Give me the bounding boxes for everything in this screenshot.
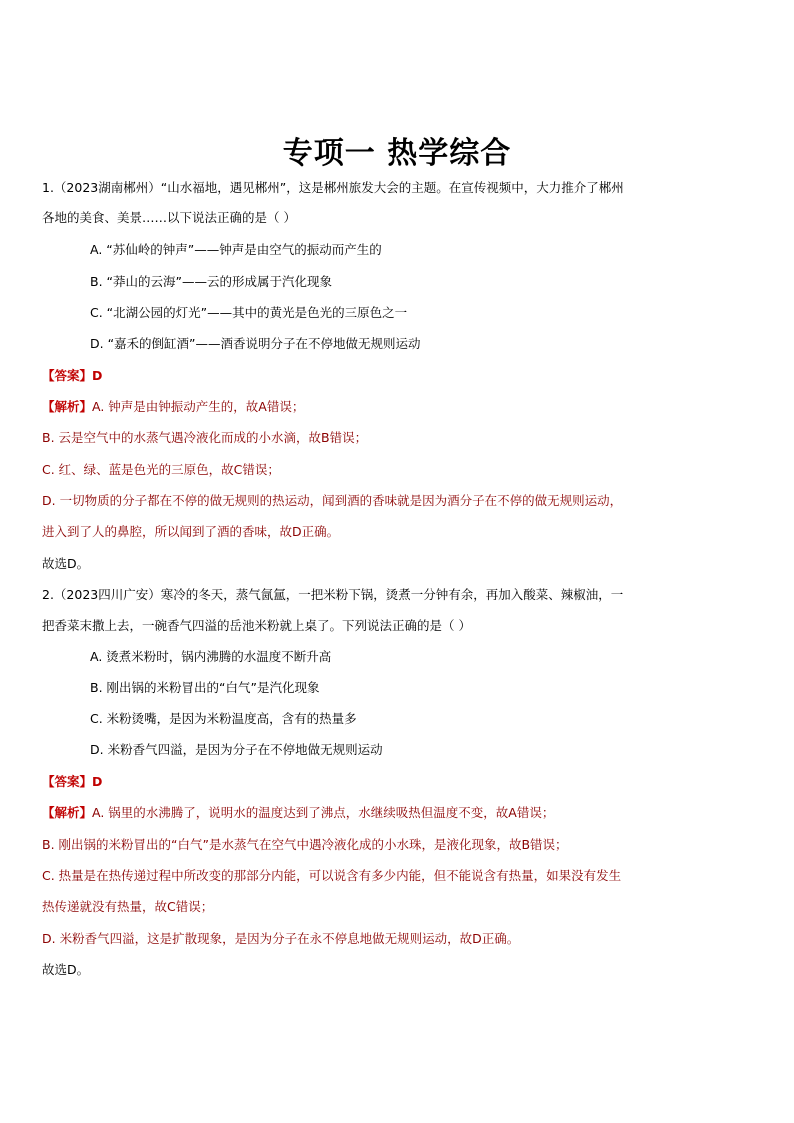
q1-option-a: A. “苏仙岭的钟声”——钟声是由空气的振动而产生的: [90, 242, 382, 257]
q2-option-b: B. 刚出锅的米粉冒出的“白气”是汽化现象: [90, 680, 320, 695]
q1-analysis-c: C. 红、绿、蓝是色光的三原色，故C错误；: [42, 462, 280, 477]
q2-option-d: D. 米粉香气四溢，是因为分子在不停地做无规则运动: [90, 742, 383, 757]
q1-stem-line1: 1.（2023湖南郴州）“山水福地，遇见郴州”，这是郴州旅发大会的主题。在宣传视频中，大力推介了郴州: [42, 180, 624, 195]
q1-stem-line2: 各地的美食、美景……以下说法正确的是（ ）: [42, 210, 296, 225]
q1-analysis-b: B. 云是空气中的水蒸气遇冷液化而成的小水滴，故B错误；: [42, 430, 368, 445]
q2-analysis-b: B. 刚出锅的米粉冒出的“白气”是水蒸气在空气中遇冷液化成的小水珠，是液化现象，故B错误；: [42, 837, 568, 852]
q2-stem-line1: 2.（2023四川广安）寒冷的冬天，蒸气氤氲，一把米粉下锅，烫煮一分钟有余，再加入酸菜、辣椒油，一: [42, 587, 624, 602]
q2-analysis-a: [42, 803, 752, 823]
q1-conclusion: 故选D。: [42, 556, 90, 571]
q2-analysis-a-text: A. 锅里的水沸腾了，说明水的温度达到了沸点，水继续吸热但温度不变，故A错误；: [92, 805, 555, 820]
q1-answer: 【答案】D: [42, 368, 103, 383]
q2-option-a: A. 烫煮米粉时，锅内沸腾的水温度不断升高: [90, 649, 332, 664]
q2-stem-line2: 把香菜末撒上去，一碗香气四溢的岳池米粉就上桌了。下列说法正确的是（ ）: [42, 618, 471, 633]
q1-option-b: B. “莽山的云海”——云的形成属于汽化现象: [90, 274, 332, 289]
q2-analysis-head: 【解析】: [42, 805, 93, 820]
q2-analysis-c2: 热传递就没有热量，故C错误；: [42, 899, 214, 914]
q1-option-c: C. “北湖公园的灯光”——其中的黄光是色光的三原色之一: [90, 305, 408, 320]
q1-analysis-head: 【解析】: [42, 399, 93, 414]
q2-analysis-c1: C. 热量是在热传递过程中所改变的那部分内能，可以说含有多少内能，但不能说含有热量，如果没有发生: [42, 868, 622, 883]
q2-option-c: C. 米粉烫嘴，是因为米粉温度高，含有的热量多: [90, 711, 357, 726]
q2-conclusion: 故选D。: [42, 962, 90, 977]
q1-analysis-a-text: A. 钟声是由钟振动产生的，故A错误；: [92, 399, 305, 414]
q1-analysis-d2: 进入到了人的鼻腔，所以闻到了酒的香味，故D正确。: [42, 524, 340, 539]
q1-analysis-a: [42, 397, 752, 417]
q2-analysis-d: D. 米粉香气四溢，这是扩散现象，是因为分子在永不停息地做无规则运动，故D正确。: [42, 931, 520, 946]
q1-option-d: D. “嘉禾的倒缸酒”——酒香说明分子在不停地做无规则运动: [90, 336, 421, 351]
q2-answer: 【答案】D: [42, 774, 103, 789]
page-title: 专项一 热学综合: [282, 136, 512, 171]
q1-analysis-d1: D. 一切物质的分子都在不停的做无规则的热运动，闻到酒的香味就是因为酒分子在不停的做无规则运动，: [42, 493, 623, 508]
